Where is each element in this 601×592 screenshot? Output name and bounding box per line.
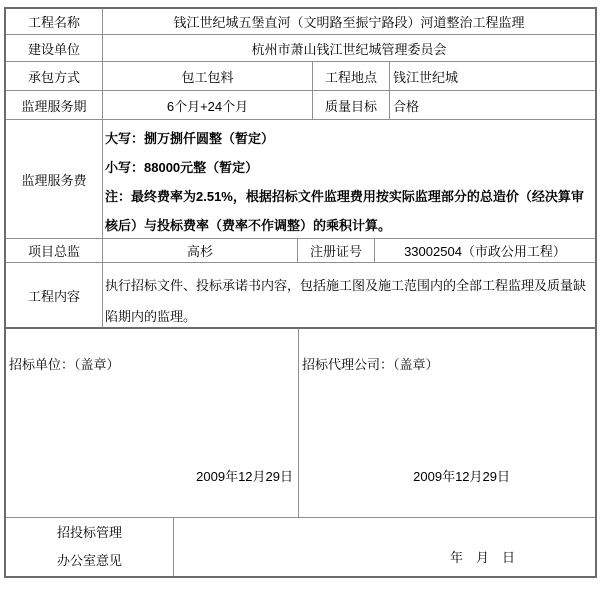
row-service-fee [6,120,595,239]
service-fee-content [103,120,595,238]
row-scope [6,263,595,327]
scope-label: 工程内容 [6,263,103,327]
fee-amount-figures: 小写：88000元整（暂定） [105,160,259,175]
fee-amount-words: 大写：捌万捌仟圆整（暂定） [105,131,275,146]
supervision-record-form [4,7,597,578]
quality-target-label: 质量目标 [313,91,390,119]
office-opinion-label [6,518,174,576]
row-service-period [6,91,595,120]
agency-signature-box [299,329,595,517]
office-opinion-label-line1: 招投标管理 [56,525,122,540]
project-name-value: 钱江世纪城五堡直河（文明路至振宁路段）河道整治工程监理 [173,15,525,30]
service-fee-label: 监理服务费 [6,120,103,238]
signature-table [4,329,597,578]
row-owner [6,35,595,62]
contract-mode-label: 承包方式 [6,62,103,90]
owner-label: 建设单位 [6,35,103,61]
quality-target-value: 合格 [393,98,420,114]
row-project-name [6,9,595,35]
tender-unit-seal-label: 招标单位：（盖章） [9,357,120,372]
site-value: 钱江世纪城 [393,69,459,85]
chief-supervisor-value: 高杉 [103,239,298,262]
owner-value: 杭州市萧山钱江世纪城管理委员会 [251,41,447,57]
row-signatures [6,329,595,518]
contract-mode-value: 包工包料 [103,62,313,90]
site-label: 工程地点 [313,62,390,90]
service-period-value: 6个月+24个月 [103,91,313,119]
office-opinion-label-line2: 办公室意见 [56,553,122,568]
agency-date: 2009年12月29日 [413,469,510,484]
project-name-label: 工程名称 [6,9,103,34]
row-office-opinion [6,518,595,576]
row-chief-supervisor [6,239,595,263]
registration-no-label: 注册证号 [298,239,375,262]
tender-unit-signature-box [6,329,299,517]
row-contract-mode [6,62,595,91]
chief-supervisor-label: 项目总监 [6,239,103,262]
scope-value: 执行招标文件、投标承诺书内容，包括施工图及施工范围内的全部工程监理及质量缺陷期内的监理。 [105,278,587,324]
tender-unit-date: 2009年12月29日 [196,469,293,484]
project-info-table [4,7,597,329]
office-opinion-content [174,518,595,576]
agency-seal-label: 招标代理公司：（盖章） [302,357,439,372]
fee-note: 注：最终费率为2.51%，根据招标文件监理费用按实际监理部分的总造价（经决算审核后）与投标费率（费率不作调整）的乘积计算。 [105,189,584,233]
office-opinion-date-placeholder: 年 月 日 [449,550,515,565]
service-period-label: 监理服务期 [6,91,103,119]
registration-no-value: 33002504（市政公用工程） [404,244,566,259]
